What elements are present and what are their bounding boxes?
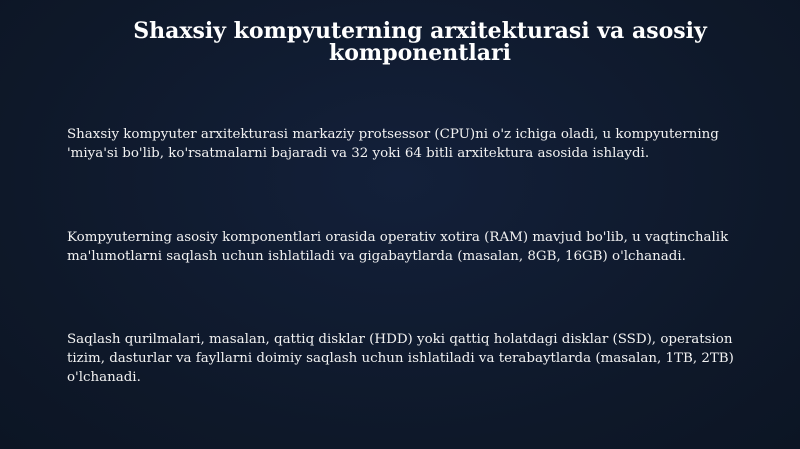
paragraph-cpu: Shaxsiy kompyuter arxitekturasi markaziy protsessor (CPU)ni o'z ichiga oladi, u kompyuterning 'miya'si bo'lib, ko'rsatmalarni bajaradi va 32 yoki 64 bitli arxitektura asosida ishlaydi. — [67, 127, 719, 161]
slide-title: Shaxsiy kompyuterning arxitekturasi va asosiy komponentlari — [133, 18, 707, 66]
paragraph-ram: Kompyuterning asosiy komponentlari orasida operativ xotira (RAM) mavjud bo'lib, u vaqtinchalik ma'lumotlarni saqlash uchun ishlatiladi va gigabaytlarda (masalan, 8GB, 16GB) o'lchanadi. — [67, 230, 729, 264]
paragraph-storage: Saqlash qurilmalari, masalan, qattiq disklar (HDD) yoki qattiq holatdagi disklar (SSD), operatsion tizim, dasturlar va fayllarni doimiy saqlash uchun ishlatiladi va terabaytlarda (masalan, 1TB, 2TB) o'lchanadi. — [67, 332, 734, 385]
